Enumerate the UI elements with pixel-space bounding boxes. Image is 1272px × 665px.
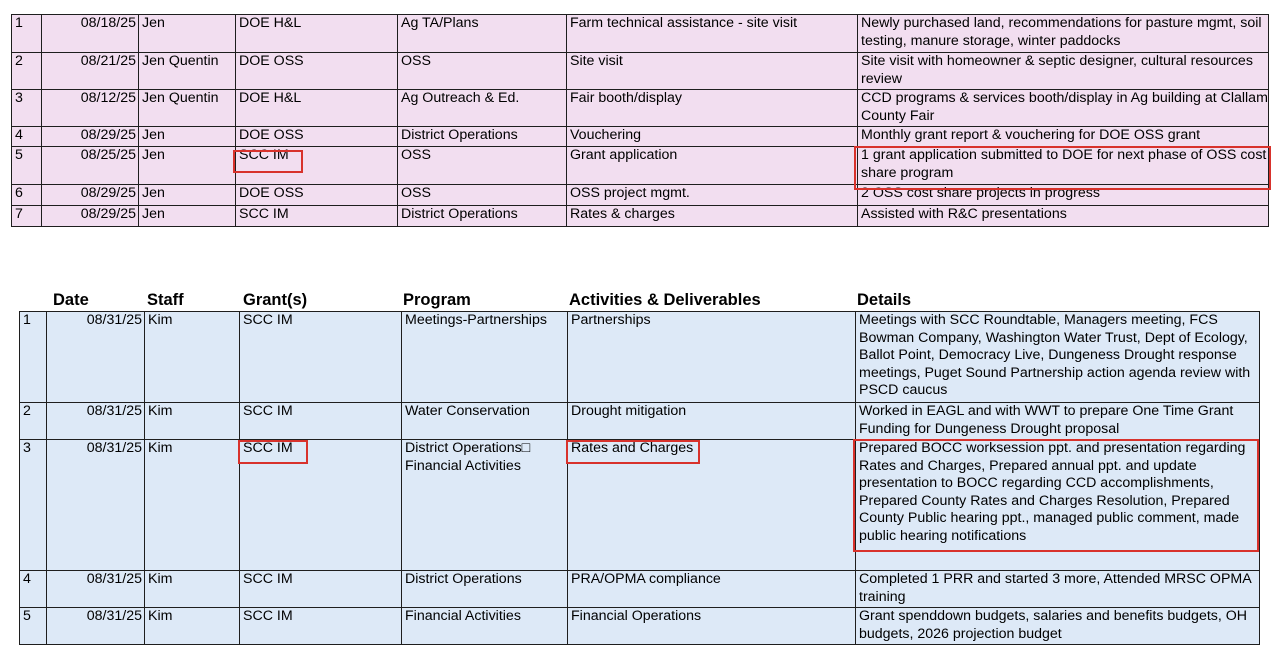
row-details: Completed 1 PRR and started 3 more, Attended MRSC OPMA training [856,571,1260,608]
row-details: Monthly grant report & vouchering for DOE OSS grant [858,127,1269,147]
row-date: 08/31/25 [47,312,145,403]
row-staff: Kim [145,312,240,403]
row-details: Newly purchased land, recommendations for pasture mgmt, soil testing, manure storage, winter paddocks [858,15,1269,53]
row-grant: SCC IM [240,403,402,440]
row-grant: SCC IM [240,440,402,571]
row-activity: OSS project mgmt. [567,185,858,206]
row-program: District Operations□ Financial Activities [402,440,568,571]
activity-table-jen [11,14,1269,227]
row-details: 2 OSS cost share projects in progress [858,185,1269,206]
row-number: 1 [20,312,47,403]
row-details: 1 grant application submitted to DOE for next phase of OSS cost share program [858,147,1269,185]
table-row [12,15,1269,53]
table-row [12,147,1269,185]
row-activity: Grant application [567,147,858,185]
row-activity: PRA/OPMA compliance [568,571,856,608]
row-program: Ag Outreach & Ed. [398,90,567,127]
column-header-date: Date [53,291,89,309]
column-header-staff: Staff [147,291,184,309]
row-number: 3 [20,440,47,571]
row-staff: Jen [139,185,236,206]
column-header-details: Details [857,291,912,309]
row-program: District Operations [398,127,567,147]
row-date: 08/31/25 [47,440,145,571]
row-date: 08/31/25 [47,571,145,608]
row-staff: Jen [139,15,236,53]
row-staff: Jen Quentin [139,90,236,127]
row-date: 08/25/25 [42,147,139,185]
row-date: 08/12/25 [42,90,139,127]
table-row [20,440,1260,571]
table-row [20,312,1260,403]
row-number: 5 [12,147,42,185]
row-activity: Farm technical assistance - site visit [567,15,858,53]
row-details: Assisted with R&C presentations [858,206,1269,227]
row-grant: DOE OSS [236,185,398,206]
row-staff: Kim [145,608,240,645]
table-row [20,403,1260,440]
row-staff: Jen [139,147,236,185]
row-activity: Partnerships [568,312,856,403]
row-program: OSS [398,185,567,206]
row-number: 2 [20,403,47,440]
row-grant: DOE OSS [236,127,398,147]
row-details: Meetings with SCC Roundtable, Managers meeting, FCS Bowman Company, Washington Water Trust, Dept of Ecology, Ballot Point, Democracy Live, Dungeness Drought response meetings, Puget Sound Partnership action agenda review with PSCD caucus [856,312,1260,403]
row-activity: Vouchering [567,127,858,147]
row-grant: SCC IM [240,608,402,645]
row-staff: Kim [145,571,240,608]
row-activity: Site visit [567,53,858,90]
table-row [20,571,1260,608]
row-date: 08/29/25 [42,206,139,227]
column-header-grants: Grant(s) [243,291,308,309]
row-number: 7 [12,206,42,227]
row-activity: Financial Operations [568,608,856,645]
row-details: CCD programs & services booth/display in Ag building at Clallam County Fair [858,90,1269,127]
row-grant: DOE H&L [236,90,398,127]
row-number: 4 [12,127,42,147]
row-activity: Fair booth/display [567,90,858,127]
column-header-program: Program [403,291,471,309]
row-date: 08/31/25 [47,403,145,440]
row-date: 08/29/25 [42,127,139,147]
row-grant: SCC IM [240,571,402,608]
row-number: 2 [12,53,42,90]
activity-table-kim [19,311,1260,645]
table-row [12,185,1269,206]
row-grant: DOE OSS [236,53,398,90]
row-staff: Kim [145,440,240,571]
row-details: Site visit with homeowner & septic designer, cultural resources review [858,53,1269,90]
row-number: 5 [20,608,47,645]
row-program: OSS [398,147,567,185]
row-grant: SCC IM [240,312,402,403]
row-activity: Rates and Charges [568,440,856,571]
row-number: 4 [20,571,47,608]
row-details: Worked in EAGL and with WWT to prepare One Time Grant Funding for Dungeness Drought proposal [856,403,1260,440]
row-grant: SCC IM [236,206,398,227]
row-date: 08/29/25 [42,185,139,206]
table-row [12,90,1269,127]
row-program: Meetings-Partnerships [402,312,568,403]
row-date: 08/31/25 [47,608,145,645]
row-number: 3 [12,90,42,127]
row-staff: Jen Quentin [139,53,236,90]
row-number: 6 [12,185,42,206]
row-staff: Jen [139,206,236,227]
row-staff: Kim [145,403,240,440]
row-grant: SCC IM [236,147,398,185]
table-row [20,608,1260,645]
row-date: 08/21/25 [42,53,139,90]
table-row [12,206,1269,227]
row-details: Grant spenddown budgets, salaries and benefits budgets, OH budgets, 2026 projection budget [856,608,1260,645]
row-program: OSS [398,53,567,90]
row-program: Financial Activities [402,608,568,645]
row-program: District Operations [398,206,567,227]
row-activity: Drought mitigation [568,403,856,440]
row-program: Ag TA/Plans [398,15,567,53]
row-program: Water Conservation [402,403,568,440]
column-header-activities: Activities & Deliverables [569,291,761,309]
table-row [12,53,1269,90]
row-date: 08/18/25 [42,15,139,53]
row-grant: DOE H&L [236,15,398,53]
table-row [12,127,1269,147]
row-details: Prepared BOCC worksession ppt. and presentation regarding Rates and Charges, Prepared annual ppt. and update presentation to BOCC regarding CCD accomplishments, Prepared County Rates and Charges Resolution, Prepared County Public hearing ppt., managed public comment, made public hearing notifications [856,440,1260,571]
row-program: District Operations [402,571,568,608]
row-staff: Jen [139,127,236,147]
row-activity: Rates & charges [567,206,858,227]
row-number: 1 [12,15,42,53]
